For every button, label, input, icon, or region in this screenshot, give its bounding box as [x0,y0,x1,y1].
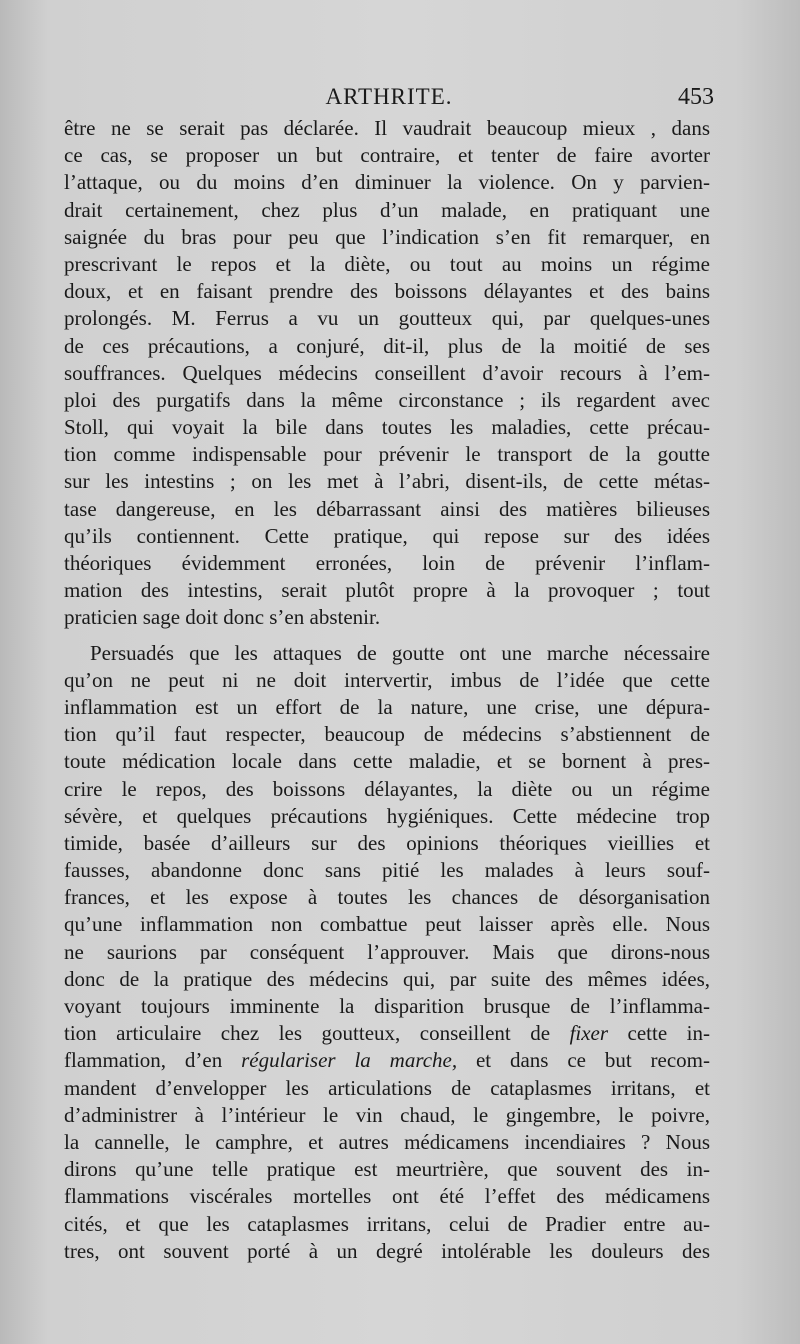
text-line: ploi des purgatifs dans la même circonstance ; ils regardent avec [64,387,710,412]
text-line: prescrivant le repos et la diète, ou tout au moins un régime [64,251,710,276]
text-line: prolongés. M. Ferrus a vu un goutteux qui, par quelques-unes [64,306,710,331]
text-line: souffrances. Quelques médecins conseillent d’avoir recours à l’em- [64,360,710,385]
text-line: sur les intestins ; on les met à l’abri, disent-ils, de cette métas- [64,469,710,494]
text-line: l’attaque, ou du moins d’en diminuer la violence. On y parvien- [64,170,710,195]
text-line: de ces précautions, a conjuré, dit-il, plus de la moitié de ses [64,333,710,358]
text-line: la cannelle, le camphre, et autres médicamens incendiaires ? Nous [64,1129,710,1154]
text-line: théoriques évidemment erronées, loin de prévenir l’inflam- [64,551,710,575]
italic-term: fixer [569,1021,609,1046]
text-line: d’administrer à l’intérieur le vin chaud, le gingembre, le poivre, [64,1102,710,1127]
text-line: flammations viscérales mortelles ont été l’effet des médicamens [64,1184,710,1209]
text-line: tion comme indispensable pour prévenir le transport de la goutte [64,442,710,467]
text-line: être ne se serait pas déclarée. Il vaudrait beaucoup mieux , dans [64,116,710,140]
text-line: qu’une inflammation non combattue peut laisser après elle. Nous [64,912,710,937]
text-line: drait certainement, chez plus d’un malade, en pratiquant une [64,197,710,222]
page-header [64,84,714,114]
italic-term: régulariser la marche, [241,1048,458,1073]
text-segment: tion articulaire chez les goutteux, conseillent de [64,1021,551,1046]
text-segment: flammation, d’en [64,1048,223,1073]
text-line: timide, basée d’ailleurs sur des opinions théoriques vieillies et [64,830,710,855]
text-line: Stoll, qui voyait la bile dans toutes les maladies, cette précau- [64,415,710,440]
text-segment: cette in- [608,1021,710,1046]
paragraph-1 [64,115,710,632]
text-line: ne saurions par conséquent l’approuver. Mais que dirons-nous [64,939,710,964]
text-line: Persuadés que les attaques de goutte ont une marche nécessaire [90,640,710,665]
text-line: voyant toujours imminente la disparition brusque de l’inflamma- [64,994,710,1018]
paragraph-gap [64,632,710,640]
paragraph-2 [64,640,710,1265]
text-line: inflammation est un effort de la nature, une crise, une dépura- [64,694,710,719]
text-line: mandent d’envelopper les articulations de cataplasmes irritans, et [64,1075,710,1100]
text-line: fausses, abandonne donc sans pitié les malades à leurs souf- [64,858,710,883]
text-line: frances, et les expose à toutes les chances de désorganisation [64,885,710,910]
text-line: praticien sage doit donc s’en abstenir. [64,605,381,630]
running-title: ARTHRITE. [325,84,453,109]
text-line: tase dangereuse, en les débarrassant ainsi des matières bilieuses [64,496,710,521]
text-line: saignée du bras pour peu que l’indication s’en fit remarquer, en [64,224,710,249]
text-line: cités, et que les cataplasmes irritans, celui de Pradier entre au- [64,1211,710,1236]
text-line-with-italic [64,1047,710,1074]
text-line: qu’on ne peut ni ne doit intervertir, imbus de l’idée que cette [64,667,710,692]
page-number: 453 [678,84,714,110]
text-line: mation des intestins, serait plutôt propre à la provoquer ; tout [64,578,710,603]
text-line: qu’ils contiennent. Cette pratique, qui repose sur des idées [64,523,710,548]
text-line: sévère, et quelques précautions hygiéniques. Cette médecine trop [64,803,710,828]
text-segment: et dans ce but recom- [457,1048,710,1073]
text-line: tres, ont souvent porté à un degré intolérable les douleurs des [64,1238,710,1263]
text-line: crire le repos, des boissons délayantes, la diète ou un régime [64,776,710,801]
text-line: doux, et en faisant prendre des boissons délayantes et des bains [64,279,710,304]
body-text [64,115,710,1265]
text-line: ce cas, se proposer un but contraire, et tenter de faire avorter [64,143,710,168]
text-line: donc de la pratique des médecins qui, par suite des mêmes idées, [64,966,710,991]
text-line: tion qu’il faut respecter, beaucoup de médecins s’abstiennent de [64,722,710,747]
text-line: dirons qu’une telle pratique est meurtrière, que souvent des in- [64,1157,710,1182]
text-line: toute médication locale dans cette maladie, et se bornent à pres- [64,749,710,774]
text-line-with-italic [64,1020,710,1047]
